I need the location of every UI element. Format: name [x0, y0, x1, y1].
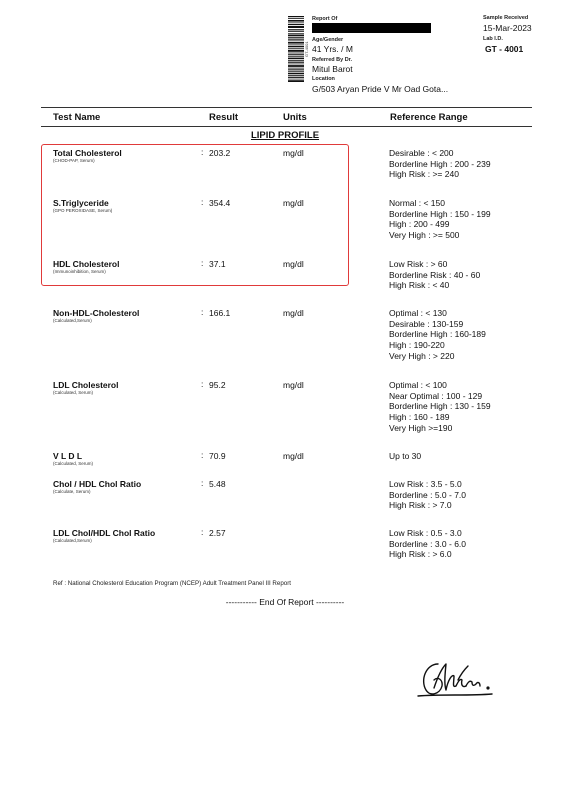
test-method: (Calculated,Serum) [53, 538, 92, 543]
test-unit: mg/dl [283, 259, 304, 269]
range-line: High : 190-220 [389, 340, 445, 351]
range-line: High : 160 - 189 [389, 412, 450, 423]
range-line: High Risk : > 7.0 [389, 500, 452, 511]
lab-id-label: Lab I.D. [483, 36, 503, 42]
test-unit: mg/dl [283, 308, 304, 318]
colon: : [201, 307, 204, 317]
test-unit: mg/dl [283, 451, 304, 461]
test-method: (Immunoinhibition, Serum) [53, 269, 106, 274]
range-line: Near Optimal : 100 - 129 [389, 390, 483, 401]
end-of-report: ----------- End Of Report ---------- [225, 597, 345, 607]
reference-range [389, 198, 491, 241]
range-line: High Risk : < 40 [389, 280, 450, 291]
reference-range [389, 479, 466, 511]
colon: : [201, 379, 204, 389]
test-name: Total Cholesterol [53, 148, 122, 158]
range-line: Borderline : 3.0 - 6.0 [389, 538, 467, 549]
test-result: 95.2 [209, 380, 226, 390]
test-unit: mg/dl [283, 198, 304, 208]
referred-by-value: Mitul Barot [312, 64, 353, 74]
col-result: Result [209, 112, 239, 123]
signature-icon [412, 650, 496, 706]
age-gender-value: 41 Yrs. / M [312, 44, 353, 54]
test-name: S.Triglyceride [53, 198, 109, 208]
reference-range [389, 308, 486, 362]
test-name: LDL Chol/HDL Chol Ratio [53, 528, 156, 538]
test-method: (Calculate, Serum) [53, 489, 91, 494]
columns-divider [41, 126, 532, 127]
test-result: 2.57 [209, 528, 226, 538]
test-name: V L D L [53, 451, 83, 461]
sample-received-value: 15-Mar-2023 [483, 23, 532, 33]
colon: : [201, 197, 204, 207]
test-result: 203.2 [209, 148, 231, 158]
range-line: Borderline Risk : 40 - 60 [389, 269, 481, 280]
range-line: Borderline High : 150 - 199 [389, 208, 491, 219]
barcode-label: GT-4001 [304, 41, 309, 57]
test-unit: mg/dl [283, 380, 304, 390]
reference-range [389, 380, 491, 434]
range-line: High Risk : > 6.0 [389, 549, 452, 560]
referred-by-label: Referred By Dr. [312, 57, 353, 63]
section-title: LIPID PROFILE [250, 130, 320, 141]
range-line: Very High : >= 500 [389, 230, 460, 241]
range-line: Borderline High : 200 - 239 [389, 158, 491, 169]
colon: : [201, 527, 204, 537]
test-method: (Calculated,Serum) [53, 318, 92, 323]
reference-range [389, 259, 480, 291]
location-label: Location [312, 76, 335, 82]
range-line: Very High : > 220 [389, 350, 455, 361]
range-line: Up to 30 [389, 451, 422, 461]
test-result: 354.4 [209, 198, 231, 208]
colon: : [201, 258, 204, 268]
range-line: High Risk : >= 240 [389, 169, 459, 180]
test-name: HDL Cholesterol [53, 259, 120, 269]
header-divider [41, 107, 532, 108]
location-value: G/503 Aryan Pride V Mr Oad Gota... [312, 84, 449, 94]
range-line: Low Risk : 0.5 - 3.0 [389, 528, 462, 538]
range-line: Desirable : 130-159 [389, 318, 464, 329]
report-of-label: Report Of [312, 16, 338, 22]
range-line: Low Risk : > 60 [389, 259, 448, 269]
reference-range [389, 528, 466, 560]
age-gender-label: Age/Gender [312, 37, 344, 43]
test-name: Chol / HDL Chol Ratio [53, 479, 142, 489]
colon: : [201, 450, 204, 460]
barcode [288, 16, 304, 82]
range-line: Low Risk : 3.5 - 5.0 [389, 479, 462, 489]
col-units: Units [283, 112, 307, 123]
range-line: Borderline : 5.0 - 7.0 [389, 489, 467, 500]
test-unit: mg/dl [283, 148, 304, 158]
test-result: 5.48 [209, 479, 226, 489]
col-reference-range: Reference Range [390, 112, 468, 123]
test-result: 166.1 [209, 308, 231, 318]
range-line: Normal : < 150 [389, 198, 445, 208]
range-line: Very High >=190 [389, 422, 453, 433]
test-name: LDL Cholesterol [53, 380, 119, 390]
redacted-patient-name [312, 23, 431, 33]
test-method: (GPO PEROXIDASE, Serum) [53, 208, 113, 213]
reference-range [389, 148, 491, 180]
range-line: Borderline High : 130 - 159 [389, 401, 491, 412]
range-line: Optimal : < 100 [389, 380, 447, 390]
sample-received-label: Sample Received [483, 15, 529, 21]
range-line: Optimal : < 130 [389, 308, 447, 318]
test-method: (CHOD-PAP, Serum) [53, 158, 95, 163]
reference-range [389, 451, 421, 462]
test-method: (Calculated, Serum) [53, 390, 94, 395]
colon: : [201, 147, 204, 157]
colon: : [201, 478, 204, 488]
col-test-name: Test Name [53, 112, 101, 123]
test-result: 37.1 [209, 259, 226, 269]
test-result: 70.9 [209, 451, 226, 461]
lab-id-value: GT - 4001 [485, 44, 524, 54]
test-name: Non-HDL-Cholesterol [53, 308, 140, 318]
range-line: Desirable : < 200 [389, 148, 454, 158]
range-line: Borderline High : 160-189 [389, 329, 486, 340]
test-method: (Calculated, Serum) [53, 461, 94, 466]
reference-note: Ref : National Cholesterol Education Program (NCEP) Adult Treatment Panel III Report [53, 580, 291, 587]
range-line: High : 200 - 499 [389, 219, 450, 230]
